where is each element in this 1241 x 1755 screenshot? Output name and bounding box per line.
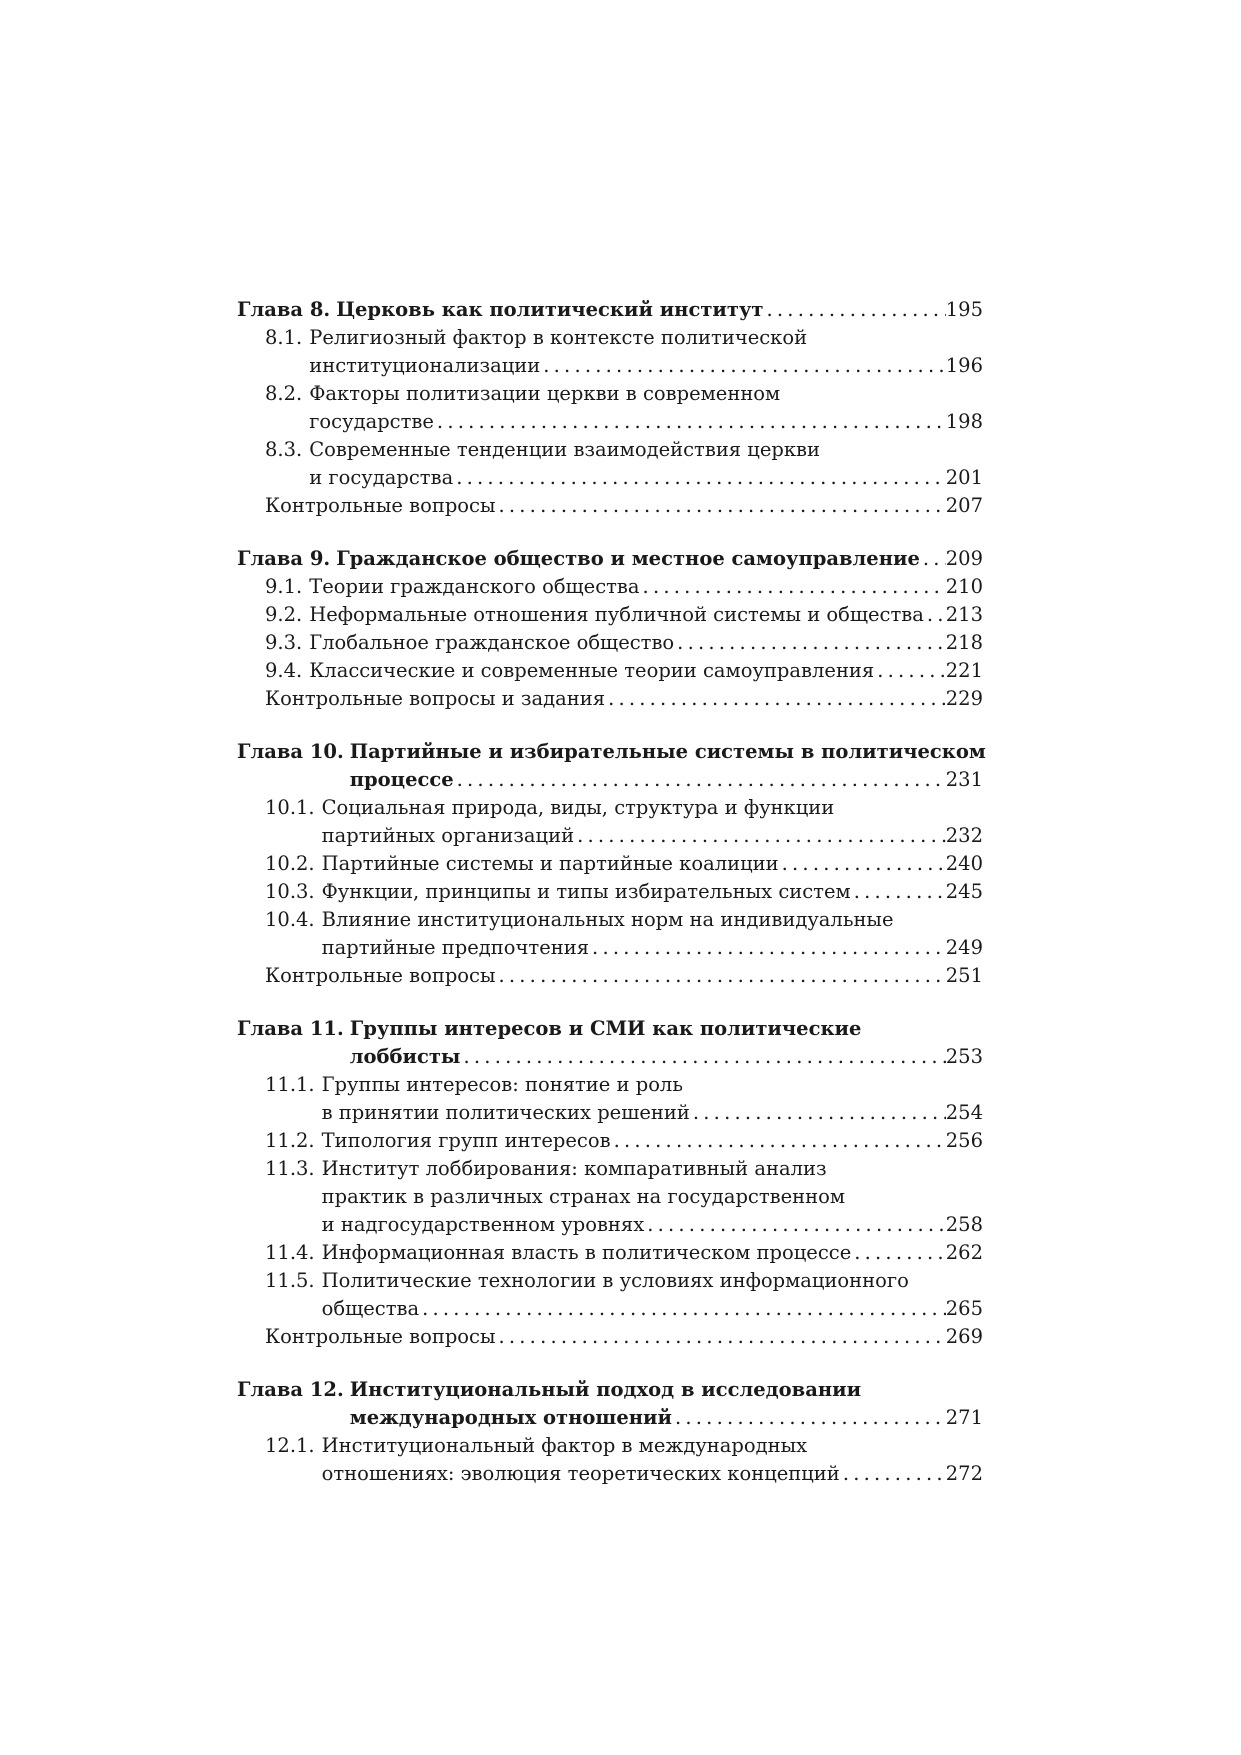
section-entry-title-line: Религиозный фактор в контексте политической (309, 326, 808, 349)
section-entry-title-line: и надгосударственном уровнях (321, 1213, 645, 1236)
review-questions-label: Контрольные вопросы (265, 964, 496, 987)
dot-leader (461, 1043, 946, 1071)
section-entry (237, 906, 983, 962)
section-entry-title-line: Факторы политизации церкви в современном (309, 382, 781, 405)
chapter-entry (237, 545, 983, 573)
chapter-entry (237, 1015, 983, 1071)
review-questions-page-number: 207 (945, 494, 983, 517)
chapter-entry-title-line: Гражданское общество и местное самоуправление (336, 547, 920, 570)
section-entry (237, 601, 983, 629)
dot-leader (540, 352, 946, 380)
section-entry-number: 11.5. (265, 1269, 315, 1292)
section-entry-page-number: 249 (945, 936, 983, 959)
section-entry-number: 10.3. (265, 880, 315, 903)
review-questions-entry (237, 685, 983, 713)
section-entry-title-line: отношениях: эволюция теоретических концепций (321, 1462, 840, 1485)
section-entry-number: 10.2. (265, 852, 315, 875)
section-entry (237, 1432, 983, 1488)
chapter-group (237, 296, 983, 520)
section-entry-number: 8.3. (265, 438, 303, 461)
chapter-group (237, 738, 986, 990)
section-entry-title-line: Влияние институциональных норм на индивидуальные (321, 908, 894, 931)
section-entry-number: 11.4. (265, 1241, 315, 1264)
chapter-entry-number: Глава 11. (237, 1017, 344, 1040)
chapter-entry-page-number: 209 (945, 547, 983, 570)
chapter-group (237, 1015, 983, 1351)
chapter-group (237, 1376, 983, 1488)
review-questions-page-number: 269 (945, 1325, 983, 1348)
section-entry-page-number: 210 (945, 575, 983, 598)
section-entry (237, 1071, 983, 1127)
dot-leader (779, 850, 946, 878)
chapter-group (237, 545, 983, 713)
section-entry-number: 12.1. (265, 1434, 315, 1457)
section-entry-page-number: 254 (945, 1101, 983, 1124)
dot-leader (574, 822, 946, 850)
section-entry (237, 436, 983, 492)
section-entry (237, 1155, 983, 1239)
chapter-entry-title-line: международных отношений (349, 1406, 672, 1429)
section-entry-page-number: 262 (945, 1241, 983, 1264)
dot-leader (644, 1211, 946, 1239)
table-of-contents (237, 296, 986, 1513)
section-entry-page-number: 245 (945, 880, 983, 903)
section-entry-number: 9.4. (265, 659, 303, 682)
dot-leader (840, 1460, 946, 1488)
dot-leader (434, 408, 946, 436)
review-questions-label: Контрольные вопросы и задания (265, 687, 606, 710)
section-entry (237, 324, 983, 380)
dot-leader (495, 1323, 945, 1351)
section-entry-title-line: Институт лоббирования: компаративный анализ (321, 1157, 827, 1180)
chapter-entry-title-line: Группы интересов и СМИ как политические (349, 1017, 862, 1040)
dot-leader (640, 573, 946, 601)
dot-leader (672, 1404, 946, 1432)
section-entry (237, 1127, 983, 1155)
dot-leader (589, 934, 946, 962)
section-entry-title-line: и государства (309, 466, 454, 489)
section-entry-title-line: Теории гражданского общества (309, 575, 640, 598)
section-entry-title-line: Глобальное гражданское общество (309, 631, 675, 654)
dot-leader (690, 1099, 946, 1127)
chapter-entry-number: Глава 12. (237, 1378, 344, 1401)
review-questions-entry (237, 962, 983, 990)
section-entry-number: 10.4. (265, 908, 315, 931)
section-entry-number: 10.1. (265, 796, 315, 819)
section-entry (237, 850, 983, 878)
section-entry-title-line: практик в различных странах на государственном (321, 1185, 846, 1208)
dot-leader (495, 962, 945, 990)
dot-leader (419, 1295, 946, 1323)
section-entry-number: 8.2. (265, 382, 303, 405)
dot-leader (874, 657, 946, 685)
section-entry (237, 878, 983, 906)
section-entry-number: 9.3. (265, 631, 303, 654)
section-entry-number: 8.1. (265, 326, 303, 349)
review-questions-entry (237, 1323, 983, 1351)
chapter-entry-title-line: Церковь как политический институт (336, 298, 764, 321)
chapter-entry-number: Глава 8. (237, 298, 331, 321)
dot-leader (924, 601, 946, 629)
chapter-entry-page-number: 253 (945, 1045, 983, 1068)
section-entry-page-number: 201 (945, 466, 983, 489)
chapter-entry (237, 296, 983, 324)
section-entry (237, 573, 983, 601)
section-entry-title-line: Информационная власть в политическом процессе (321, 1241, 852, 1264)
section-entry-page-number: 198 (945, 410, 983, 433)
section-entry-title-line: Институциональный фактор в международных (321, 1434, 808, 1457)
chapter-entry-title-line: Институциональный подход в исследовании (349, 1378, 862, 1401)
dot-leader (611, 1127, 946, 1155)
dot-leader (851, 1239, 946, 1267)
dot-leader (764, 296, 946, 324)
dot-leader (851, 878, 946, 906)
dot-leader (920, 545, 946, 573)
review-questions-page-number: 251 (945, 964, 983, 987)
dot-leader (605, 685, 946, 713)
chapter-entry (237, 738, 986, 794)
section-entry-number: 11.2. (265, 1129, 315, 1152)
section-entry (237, 657, 983, 685)
section-entry-page-number: 213 (945, 603, 983, 626)
section-entry (237, 1239, 983, 1267)
section-entry-title-line: Партийные системы и партийные коалиции (321, 852, 779, 875)
section-entry-number: 9.1. (265, 575, 303, 598)
section-entry-page-number: 240 (945, 852, 983, 875)
section-entry-page-number: 218 (945, 631, 983, 654)
chapter-entry (237, 1376, 983, 1432)
section-entry-page-number: 256 (945, 1129, 983, 1152)
chapter-entry-page-number: 271 (945, 1406, 983, 1429)
chapter-entry-title-line: Партийные и избирательные системы в политическом (349, 740, 986, 763)
section-entry-title-line: общества (321, 1297, 420, 1320)
review-questions-page-number: 229 (945, 687, 983, 710)
section-entry-page-number: 258 (945, 1213, 983, 1236)
section-entry (237, 380, 983, 436)
section-entry-title-line: институционализации (309, 354, 541, 377)
section-entry-title-line: Функции, принципы и типы избирательных систем (321, 880, 851, 903)
section-entry-title-line: Неформальные отношения публичной системы и общества (309, 603, 924, 626)
section-entry-page-number: 232 (945, 824, 983, 847)
section-entry (237, 794, 983, 850)
section-entry-title-line: Классические и современные теории самоуправления (309, 659, 875, 682)
dot-leader (454, 766, 946, 794)
section-entry-title-line: Группы интересов: понятие и роль (321, 1073, 683, 1096)
chapter-entry-number: Глава 10. (237, 740, 344, 763)
chapter-entry-title-line: процессе (349, 768, 454, 791)
section-entry-title-line: партийные предпочтения (321, 936, 590, 959)
section-entry-title-line: Социальная природа, виды, структура и функции (321, 796, 835, 819)
review-questions-entry (237, 492, 983, 520)
review-questions-label: Контрольные вопросы (265, 1325, 496, 1348)
section-entry-page-number: 272 (945, 1462, 983, 1485)
section-entry-title-line: в принятии политических решений (321, 1101, 690, 1124)
section-entry-title-line: Современные тенденции взаимодействия церкви (309, 438, 821, 461)
section-entry-page-number: 221 (945, 659, 983, 682)
review-questions-label: Контрольные вопросы (265, 494, 496, 517)
section-entry-number: 11.3. (265, 1157, 315, 1180)
section-entry (237, 1267, 983, 1323)
section-entry-title-line: Типология групп интересов (321, 1129, 611, 1152)
section-entry-title-line: государстве (309, 410, 434, 433)
dot-leader (674, 629, 946, 657)
dot-leader (453, 464, 946, 492)
dot-leader (495, 492, 945, 520)
section-entry-title-line: партийных организаций (321, 824, 575, 847)
chapter-entry-page-number: 231 (945, 768, 983, 791)
section-entry-number: 11.1. (265, 1073, 315, 1096)
section-entry-page-number: 196 (945, 354, 983, 377)
section-entry-number: 9.2. (265, 603, 303, 626)
section-entry (237, 629, 983, 657)
chapter-entry-number: Глава 9. (237, 547, 331, 570)
chapter-entry-page-number: 195 (945, 298, 983, 321)
section-entry-title-line: Политические технологии в условиях информационного (321, 1269, 909, 1292)
chapter-entry-title-line: лоббисты (349, 1045, 461, 1068)
section-entry-page-number: 265 (945, 1297, 983, 1320)
